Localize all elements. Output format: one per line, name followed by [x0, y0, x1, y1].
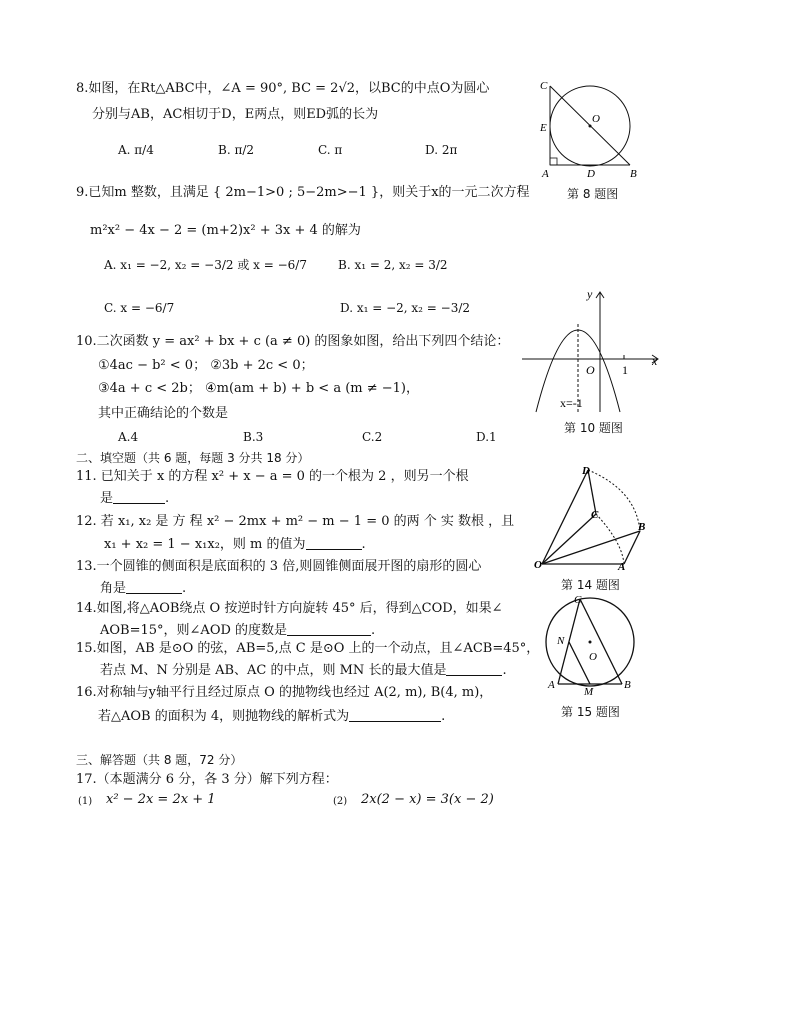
q10-option-d: D.1 — [476, 430, 497, 444]
q10-label-y: y — [587, 287, 593, 301]
q14-label-o: O — [534, 559, 542, 571]
q10-option-b: B.3 — [243, 430, 264, 444]
q15-caption: 第 15 题图 — [561, 705, 620, 719]
q12-answer-blank[interactable] — [306, 536, 362, 550]
q8-caption: 第 8 题图 — [567, 187, 619, 201]
q14-label-d: D — [582, 465, 590, 477]
q8-option-c: C. π — [318, 143, 343, 157]
q14-line1: 14.如图,将△AOB绕点 O 按逆时针方向旋转 45° 后，得到△COD，如果∠ — [76, 601, 503, 616]
q8-option-a: A. π/4 — [118, 143, 154, 157]
q10-label-one: 1 — [622, 363, 628, 377]
q10-option-a: A.4 — [118, 430, 139, 444]
q17-part2-number: (2) — [333, 796, 348, 807]
q16-answer-blank[interactable] — [349, 708, 441, 722]
q8-label-e: E — [540, 122, 547, 134]
q9-line2: m²x² − 4x − 2 = (m+2)x² + 3x + 4 的解为 — [90, 223, 361, 238]
q14-label-c: C — [591, 509, 599, 521]
q16-line1: 16.对称轴与y轴平行且经过原点 O 的抛物线也经过 A(2, m), B(4, m)， — [76, 685, 493, 700]
q10-label-x: x — [652, 354, 658, 368]
q8-option-b: B. π/2 — [218, 143, 255, 157]
q8-label-d: D — [587, 168, 595, 180]
q9-line1: 9.已知m 整数，且满足 { 2m−1>0 ; 5−2m>−1 }，则关于x的一元二次方程 — [76, 185, 530, 200]
section-solve-title: 三、解答题（共 8 题，72 分） — [76, 753, 243, 767]
q15-label-n: N — [557, 635, 565, 647]
q8-label-a: A — [542, 168, 549, 180]
q10-label-o: O — [586, 363, 595, 377]
q8-line1: 8.如图，在Rt△ABC中，∠A = 90°, BC = 2√2，以BC的中点O为圆心 — [76, 81, 490, 96]
section-fill-blank-title: 二、填空题（共 6 题，每题 3 分共 18 分） — [76, 451, 310, 465]
q15-answer-blank[interactable] — [446, 662, 502, 676]
q8-label-o: O — [592, 113, 600, 125]
q13-line2: 角是 . — [100, 581, 187, 596]
q11-answer-blank[interactable] — [113, 490, 165, 504]
q10-line1: 10.二次函数 y = ax² + bx + c (a ≠ 0) 的图象如图，给出下列四个结论： — [76, 334, 510, 349]
q8-figure — [532, 76, 642, 180]
q15-label-m: M — [584, 686, 594, 696]
q14-figure — [532, 460, 652, 572]
q10-line2: ①4ac − b² < 0； ②3b + 2c < 0； — [98, 358, 314, 373]
q17-part2-equation: 2x(2 − x) = 3(x − 2) — [361, 792, 494, 807]
q9-option-d: D. x₁ = −2, x₂ = −3/2 — [340, 301, 471, 315]
q14-answer-blank[interactable] — [287, 622, 371, 636]
q9-option-a: A. x₁ = −2, x₂ = −3/2 或 x = −6/7 — [104, 258, 307, 272]
q15-line2: 若点 M、N 分别是 AB、AC 的中点，则 MN 长的最大值是 . — [100, 663, 507, 678]
q17-part1-number: (1) — [78, 796, 93, 807]
q8-line2: 分别与AB，AC相切于D，E两点，则ED弧的长为 — [92, 107, 379, 122]
q11-line2: 是 . — [100, 491, 170, 506]
q8-label-c: C — [540, 80, 548, 92]
q12-line1: 12. 若 x₁, x₂ 是 方 程 x² − 2mx + m² − m − 1 = 0 的两 个 实 数根 ，且 — [76, 514, 515, 529]
q12-line2: x₁ + x₂ = 1 − x₁x₂，则 m 的值为 . — [104, 537, 366, 552]
q13-line1: 13.一个圆锥的侧面积是底面积的 3 倍,则圆锥侧面展开图的扇形的圆心 — [76, 559, 482, 574]
q16-line2: 若△AOB 的面积为 4，则抛物线的解析式为 . — [98, 709, 446, 724]
q10-caption: 第 10 题图 — [564, 421, 623, 435]
q14-label-a: A — [618, 561, 626, 572]
q17-part1-equation: x² − 2x = 2x + 1 — [106, 792, 216, 807]
q15-label-a: A — [548, 679, 555, 691]
q15-label-c: C — [574, 594, 582, 606]
q10-figure — [520, 284, 670, 414]
q10-line3: ③4a + c < 2b； ④m(am + b) + b < a (m ≠ −1)， — [98, 381, 419, 396]
q14-label-b: B — [638, 521, 646, 533]
q10-label-axis-line: x=-1 — [560, 396, 583, 410]
q14-line2: AOB=15°，则∠AOD 的度数是 . — [100, 623, 376, 638]
q15-label-o: O — [589, 651, 597, 663]
q13-answer-blank[interactable] — [126, 580, 182, 594]
q10-line4: 其中正确结论的个数是 — [98, 406, 229, 421]
q9-option-c: C. x = −6/7 — [104, 301, 175, 315]
q15-figure — [540, 592, 640, 696]
q9-option-b: B. x₁ = 2, x₂ = 3/2 — [338, 258, 448, 272]
q14-caption: 第 14 题图 — [561, 578, 620, 592]
q11-line1: 11. 已知关于 x 的方程 x² + x − a = 0 的一个根为 2 ，则另一个根 — [76, 469, 469, 484]
q8-label-b: B — [630, 168, 637, 180]
q15-label-b: B — [624, 679, 631, 691]
q15-line1: 15.如图，AB 是⊙O 的弦，AB=5,点 C 是⊙O 上的一个动点，且∠ACB=45°， — [76, 641, 540, 656]
q8-option-d: D. 2π — [425, 143, 458, 157]
q10-option-c: C.2 — [362, 430, 383, 444]
q17-line1: 17.（本题满分 6 分，各 3 分）解下列方程： — [76, 772, 338, 787]
